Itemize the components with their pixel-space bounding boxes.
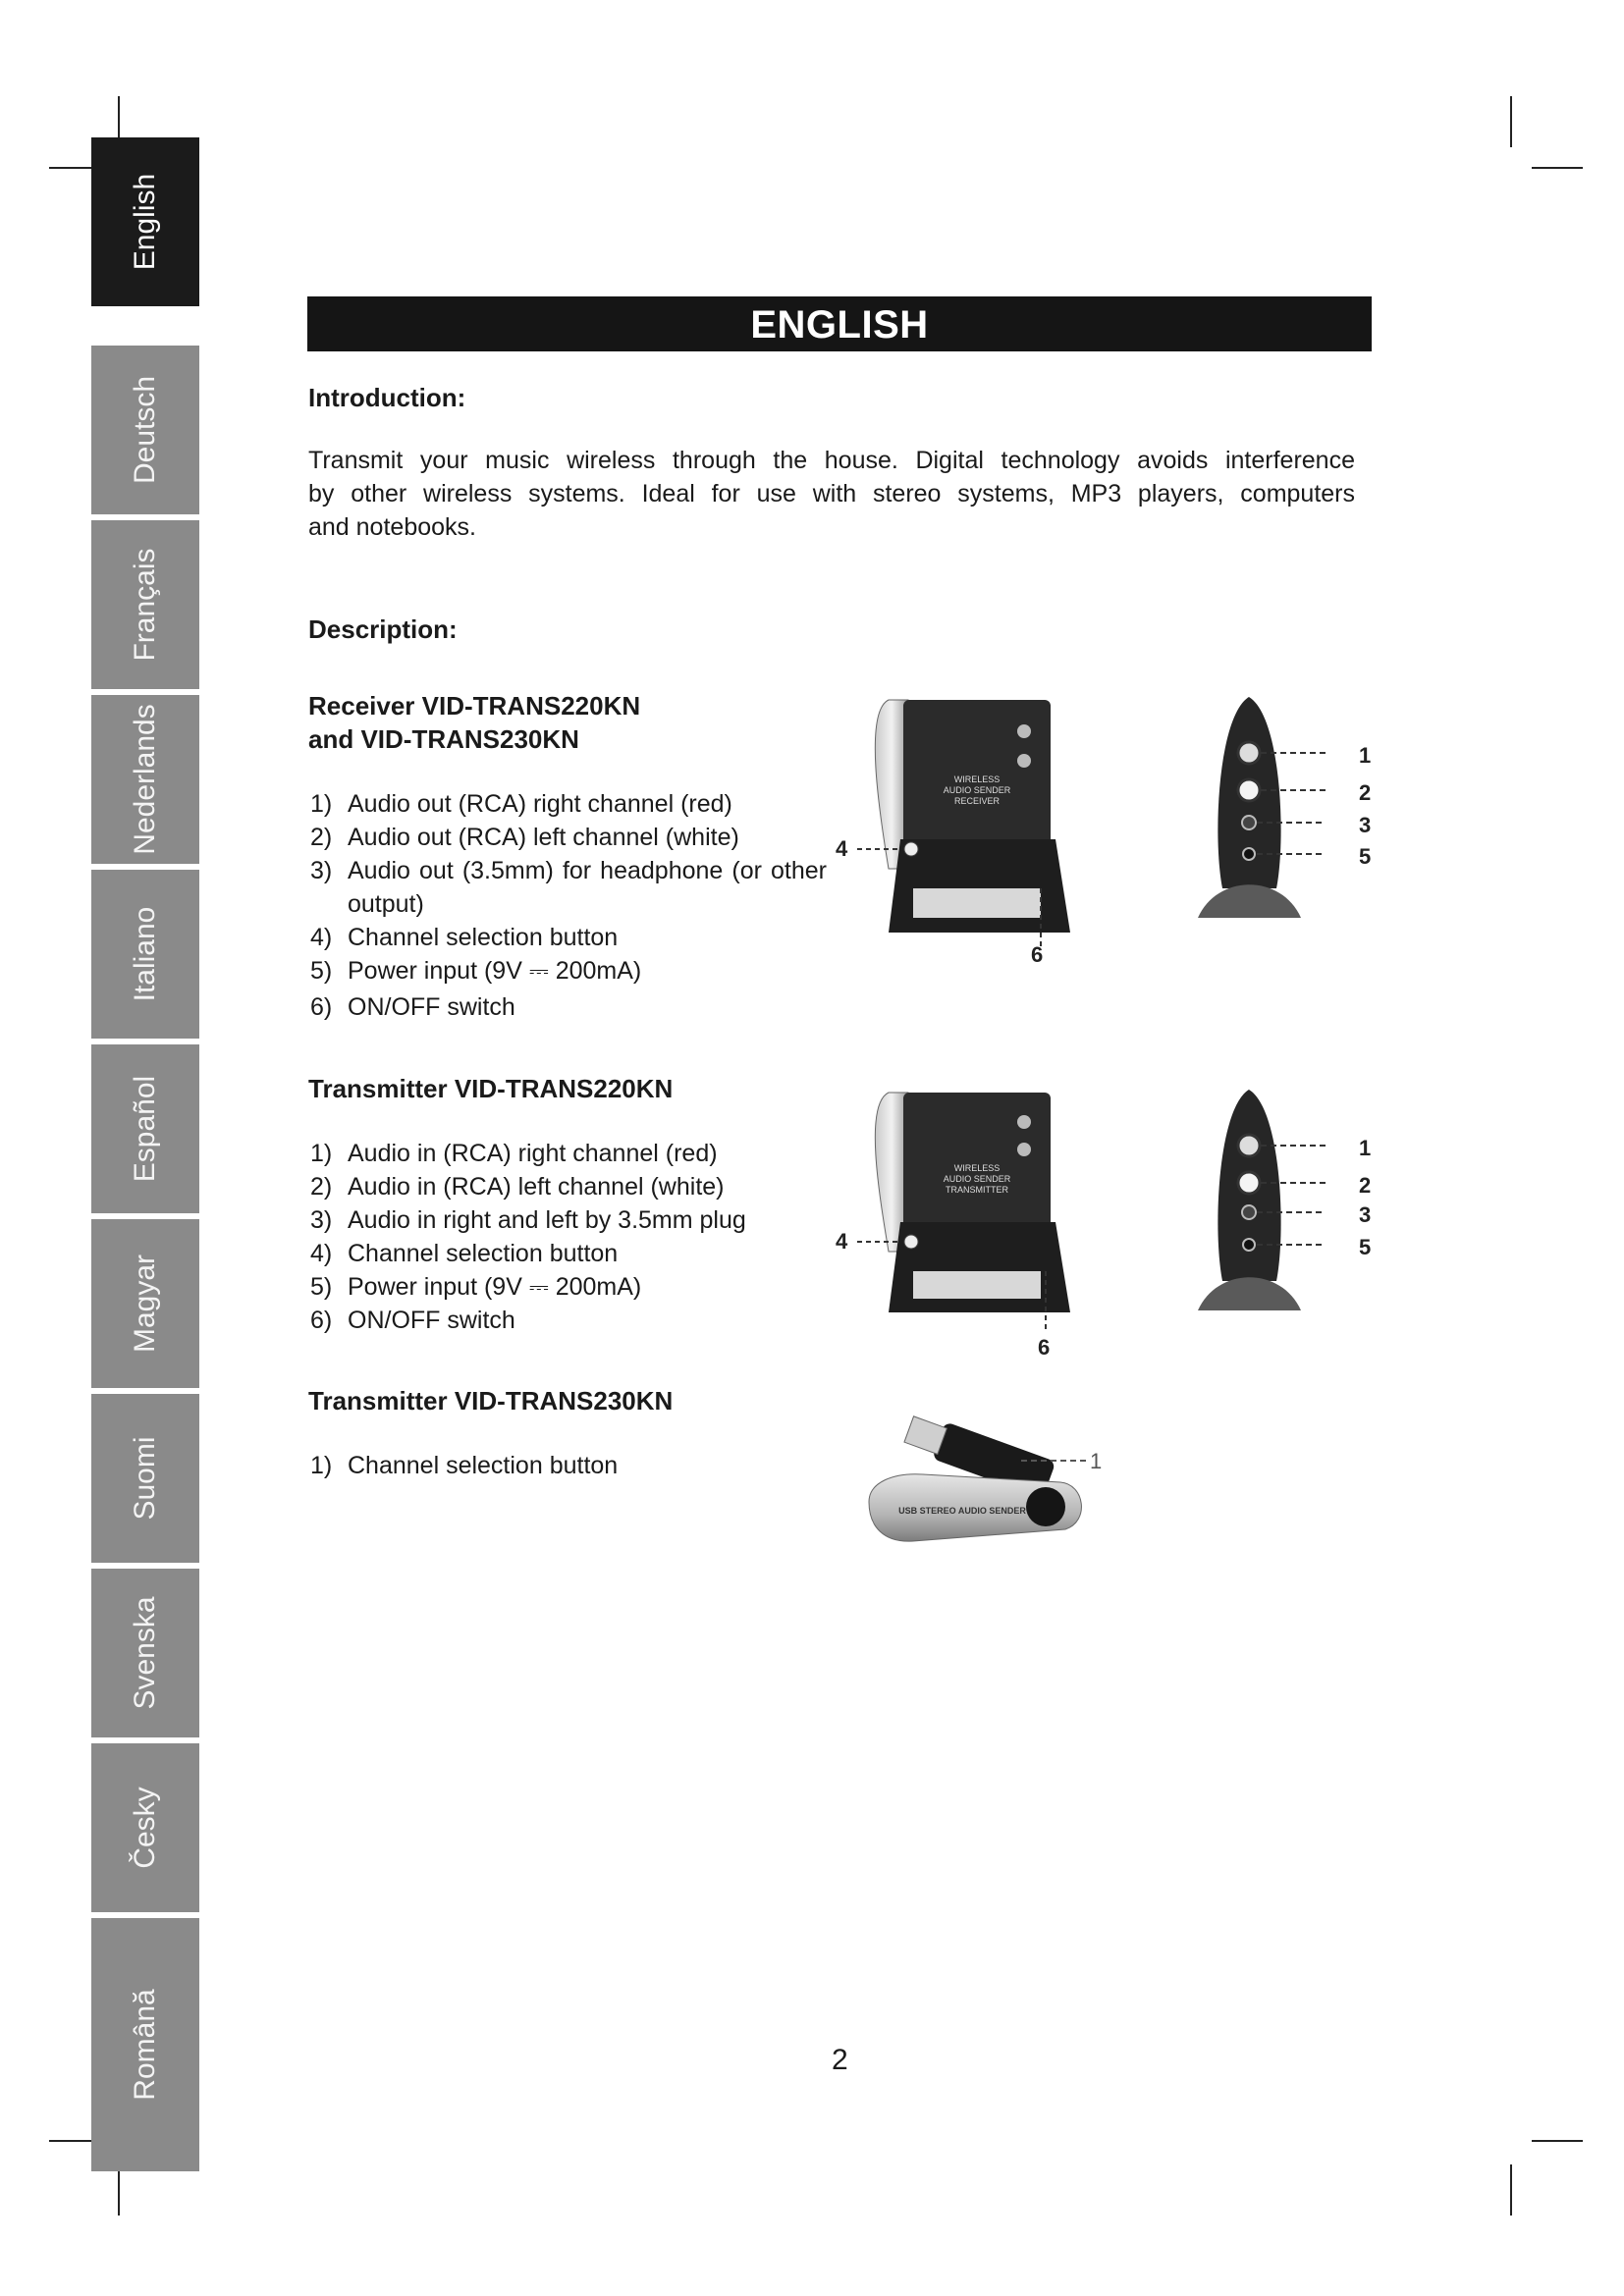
language-tab-espanol[interactable]: [91, 1044, 199, 1213]
callout-1: 1: [1359, 743, 1372, 768]
list-item: [308, 787, 827, 821]
callout-4: 4: [836, 836, 848, 861]
language-tab-italiano[interactable]: [91, 870, 199, 1039]
receiver-device-label: AUDIO SENDER: [943, 785, 1011, 795]
transmitter220-device-label: WIRELESS: [953, 1163, 1001, 1173]
introduction-text: [308, 444, 1355, 544]
crop-mark: [1532, 167, 1583, 169]
language-tab-romana[interactable]: [91, 1918, 199, 2171]
page-number: 2: [832, 2044, 848, 2076]
list-item-text: Channel selection button: [348, 1452, 619, 1479]
receiver-side-view-image: [830, 692, 1095, 957]
list-item-text: ON/OFF switch: [348, 1307, 515, 1334]
language-tab-label: Français: [129, 548, 161, 662]
list-item-text: Audio out (RCA) left channel (white): [348, 824, 739, 851]
language-tab-deutsch[interactable]: [91, 346, 199, 514]
transmitter230-feature-list: [308, 1449, 827, 1482]
list-item-number: 6): [310, 993, 333, 1021]
language-tab-nederlands[interactable]: [91, 695, 199, 864]
receiver-device-label: WIRELESS: [953, 774, 1001, 784]
language-tab-label: Italiano: [129, 906, 161, 1002]
callout-5: 5: [1359, 844, 1372, 869]
list-item-text: Audio in (RCA) right channel (red): [348, 1140, 718, 1167]
transmitter220-side-view-image: [830, 1085, 1095, 1330]
callout-3: 3: [1359, 813, 1372, 837]
list-item: [308, 1304, 827, 1337]
language-tab-label: Deutsch: [129, 375, 161, 485]
list-item-number: 5): [310, 957, 333, 985]
transmitter220-heading: Transmitter VID-TRANS220KN: [308, 1074, 674, 1103]
language-tab-english[interactable]: [91, 137, 199, 306]
language-tab-label: Magyar: [129, 1254, 161, 1354]
list-item-number: 3): [310, 1206, 333, 1234]
language-tab-label: Română: [129, 1989, 161, 2101]
page-title: ENGLISH: [307, 296, 1372, 351]
list-item-number: 3): [310, 857, 333, 884]
list-item: [308, 990, 827, 1024]
crop-mark: [1510, 96, 1512, 147]
list-item-text: Audio in (RCA) left channel (white): [348, 1173, 725, 1201]
receiver-device-label: RECEIVER: [953, 796, 1001, 806]
language-tab-label: English: [129, 173, 161, 271]
transmitter230-heading: Transmitter VID-TRANS230KN: [308, 1386, 674, 1415]
crop-mark: [1532, 2140, 1583, 2142]
list-item-text: Audio out (RCA) right channel (red): [348, 790, 732, 818]
list-item-text: ON/OFF switch: [348, 993, 515, 1021]
list-item-text: Power input (9V ⎓ 200mA): [348, 1273, 642, 1301]
list-item-number: 2): [310, 1173, 333, 1201]
transmitter220-feature-list: [308, 1137, 827, 1337]
language-tab-svenska[interactable]: [91, 1569, 199, 1737]
callout-4: 4: [836, 1229, 848, 1254]
introduction-line: Transmit your music wireless through the house. Digital technology avoids interference: [308, 447, 1355, 474]
introduction-heading: Introduction:: [308, 383, 466, 412]
list-item: [308, 1237, 827, 1270]
callout-5: 5: [1359, 1235, 1372, 1259]
list-item-text: Audio out (3.5mm) for headphone (or other output): [348, 857, 827, 918]
list-item: [308, 1203, 827, 1237]
list-item: [308, 921, 827, 954]
list-item: [308, 854, 827, 921]
list-item-number: 5): [310, 1273, 333, 1301]
transmitter220-device-label: AUDIO SENDER: [943, 1174, 1011, 1184]
language-tab-magyar[interactable]: [91, 1219, 199, 1388]
list-item: [308, 1270, 827, 1304]
language-tab-cesky[interactable]: [91, 1743, 199, 1912]
receiver-heading: [308, 689, 640, 756]
introduction-line: by other wireless systems. Ideal for use with stereo systems, MP3 players, computers: [308, 480, 1355, 507]
receiver-feature-list: [308, 787, 827, 1024]
language-tab-suomi[interactable]: [91, 1394, 199, 1563]
list-item: [308, 1170, 827, 1203]
transmitter220-back-view-image: [1178, 1085, 1335, 1320]
list-item-text: Power input (9V ⎓ 200mA): [348, 957, 642, 985]
language-tab-label: Nederlands: [129, 704, 161, 855]
language-tab-label: Svenska: [129, 1596, 161, 1710]
callout-6: 6: [1038, 1335, 1051, 1360]
list-item: [308, 1137, 827, 1170]
usb-transmitter-image: [854, 1394, 1119, 1590]
language-tab-label: Español: [129, 1075, 161, 1183]
list-item-number: 6): [310, 1307, 333, 1334]
introduction-line: and notebooks.: [308, 513, 476, 541]
list-item-number: 4): [310, 1240, 333, 1267]
receiver-back-view-image: [1178, 692, 1335, 928]
list-item-number: 1): [310, 790, 333, 818]
list-item: [308, 1449, 827, 1482]
callout-1: 1: [1090, 1449, 1103, 1473]
list-item-text: Audio in right and left by 3.5mm plug: [348, 1206, 746, 1234]
list-item-number: 1): [310, 1452, 333, 1479]
language-tab-label: Česky: [129, 1787, 161, 1869]
crop-mark: [118, 2164, 120, 2216]
list-item: [308, 821, 827, 854]
list-item-number: 1): [310, 1140, 333, 1167]
callout-3: 3: [1359, 1202, 1372, 1227]
transmitter220-device-label: TRANSMITTER: [946, 1185, 1008, 1195]
list-item: [308, 954, 827, 988]
callout-1: 1: [1359, 1136, 1372, 1160]
list-item-number: 4): [310, 924, 333, 951]
usb-device-label: USB STEREO AUDIO SENDER: [898, 1506, 1026, 1516]
list-item-number: 2): [310, 824, 333, 851]
callout-2: 2: [1359, 780, 1372, 805]
description-heading: Description:: [308, 614, 458, 644]
list-item-text: Channel selection button: [348, 1240, 619, 1267]
callout-2: 2: [1359, 1173, 1372, 1198]
callout-6: 6: [1031, 942, 1044, 967]
list-item-text: Channel selection button: [348, 924, 619, 951]
crop-mark: [1510, 2164, 1512, 2216]
receiver-heading-line: and VID-TRANS230KN: [308, 724, 579, 754]
language-tab-label: Suomi: [129, 1436, 161, 1521]
language-tab-francais[interactable]: [91, 520, 199, 689]
receiver-heading-line: Receiver VID-TRANS220KN: [308, 691, 641, 721]
language-sidebar: [91, 137, 199, 2171]
